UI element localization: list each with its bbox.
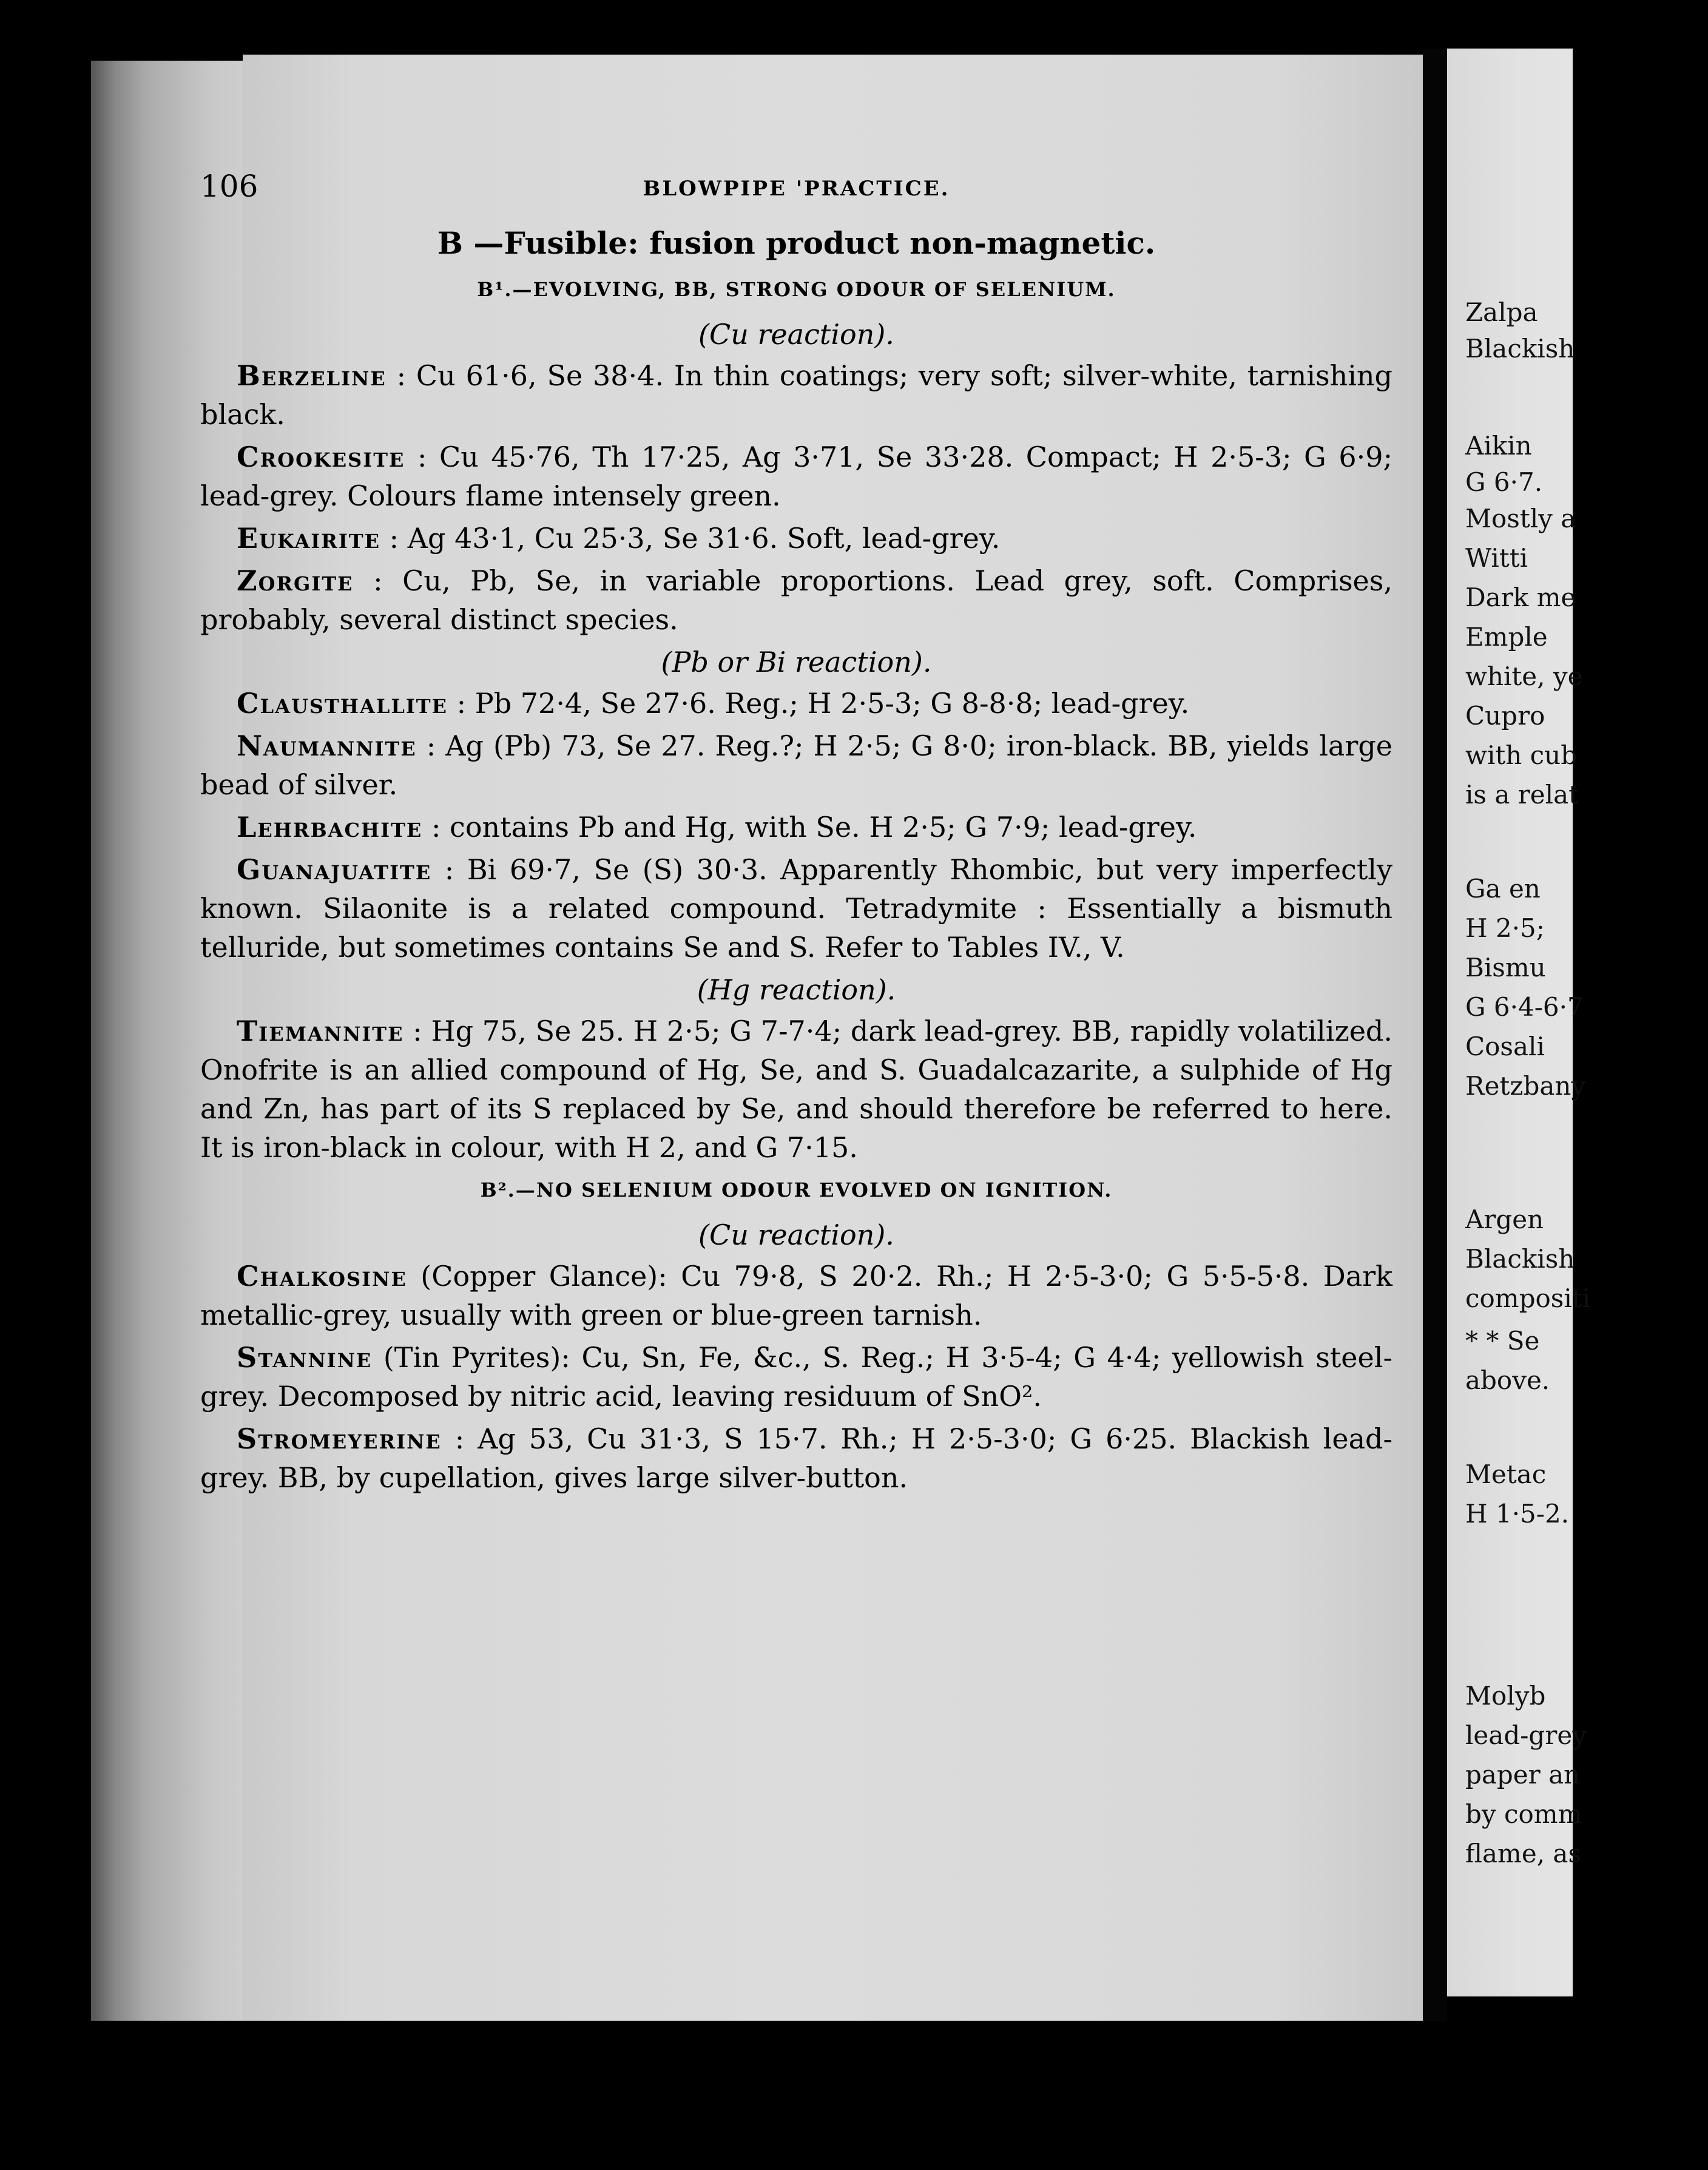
right-page-line: Ga en bbox=[1465, 874, 1541, 904]
right-page-line: Molyb bbox=[1465, 1681, 1546, 1711]
mineral-name: Tiemannite bbox=[237, 1015, 404, 1047]
running-title: BLOWPIPE 'PRACTICE. bbox=[643, 177, 950, 201]
right-page-line: Aikin bbox=[1465, 431, 1532, 461]
right-page-line: G 6·4-6·7 bbox=[1465, 992, 1584, 1022]
right-page-line: Metac bbox=[1465, 1459, 1547, 1489]
mineral-description: : Ag 43·1, Cu 25·3, Se 31·6. Soft, lead-grey. bbox=[389, 522, 1001, 555]
mineral-description: : Hg 75, Se 25. H 2·5; G 7-7·4; dark lead-grey. BB, rapidly volatilized. Onofrite is an allied compound of Hg, Se, and S. Guadalcazarite, a sulphide of Hg and Zn, has part of its S replaced by Se, and should therefore be referred to here. It is iron-black in colour, with H 2, and G 7·15. bbox=[200, 1015, 1392, 1164]
right-page-line: Blackish bbox=[1465, 334, 1575, 363]
mineral-description: : Pb 72·4, Se 27·6. Reg.; H 2·5-3; G 8-8·8; lead-grey. bbox=[456, 687, 1190, 720]
mineral-entry bbox=[200, 356, 1392, 434]
right-page-line: lead-grey bbox=[1465, 1720, 1587, 1750]
mineral-name: Eukairite bbox=[237, 522, 381, 555]
subsection-title: B¹.—EVOLVING, BB, STRONG ODOUR OF SELENIUM. bbox=[477, 278, 1116, 301]
mineral-description: (Tin Pyrites): Cu, Sn, Fe, &c., S. Reg.; H 3·5-4; G 4·4; yellowish steel-grey. Decomposed by nitric acid, leaving residuum of SnO². bbox=[200, 1341, 1392, 1413]
mineral-description: : Ag (Pb) 73, Se 27. Reg.?; H 2·5; G 8·0; iron-black. BB, yields large bead of silver. bbox=[200, 729, 1392, 801]
right-page-line: compositi bbox=[1465, 1283, 1591, 1313]
right-page-line: Bismu bbox=[1465, 953, 1546, 982]
right-page bbox=[1447, 49, 1591, 1996]
reaction-title: (Pb or Bi reaction). bbox=[661, 646, 932, 678]
right-page-line: Cupro bbox=[1465, 701, 1545, 731]
mineral-name: Berzeline bbox=[237, 359, 386, 392]
mineral-name: Zorgite bbox=[237, 564, 354, 597]
right-page-line: Retzbany bbox=[1465, 1071, 1586, 1101]
right-page-line: G 6·7. bbox=[1465, 467, 1543, 497]
left-page-text bbox=[200, 167, 1392, 1501]
mineral-description: : contains Pb and Hg, with Se. H 2·5; G 7·9; lead-grey. bbox=[431, 811, 1197, 843]
right-page-line: H 2·5; bbox=[1465, 913, 1545, 943]
mineral-name: Stromeyerine bbox=[237, 1422, 442, 1455]
right-page-line: Witti bbox=[1465, 543, 1528, 573]
right-page-line: Emple bbox=[1465, 622, 1548, 652]
reaction-title: (Cu reaction). bbox=[698, 1219, 894, 1251]
mineral-name: Crookesite bbox=[237, 441, 405, 473]
right-page-line: is a relat bbox=[1465, 780, 1579, 810]
right-page-line: above. bbox=[1465, 1365, 1550, 1395]
mineral-entry bbox=[200, 684, 1392, 723]
mineral-name: Guanajuatite bbox=[237, 853, 432, 886]
mineral-description: (Copper Glance): Cu 79·8, S 20·2. Rh.; H 2·5-3·0; G 5·5-5·8. Dark metallic-grey, usually with green or blue-green tarnish. bbox=[200, 1260, 1392, 1331]
right-page-line: H 1·5-2. bbox=[1465, 1499, 1570, 1529]
right-page-line: Zalpa bbox=[1465, 297, 1538, 327]
mineral-entry bbox=[200, 1257, 1392, 1334]
mineral-description: : Ag 53, Cu 31·3, S 15·7. Rh.; H 2·5-3·0; G 6·25. Blackish lead-grey. BB, by cupellation, gives large silver-button. bbox=[200, 1422, 1392, 1494]
mineral-name: Lehrbachite bbox=[237, 811, 423, 843]
mineral-entry bbox=[200, 1338, 1392, 1416]
mineral-entry bbox=[200, 438, 1392, 515]
right-page-line: with cub bbox=[1465, 740, 1578, 770]
mineral-entry bbox=[200, 561, 1392, 639]
right-page-line: Dark me bbox=[1465, 583, 1576, 612]
reaction-title: (Cu reaction). bbox=[698, 318, 894, 351]
mineral-description: : Bi 69·7, Se (S) 30·3. Apparently Rhombic, but very imperfectly known. Silaonite is a related compound. Tetradymite : Essentially a bismuth telluride, but sometimes contains Se and S. Refer to Tables IV., V. bbox=[200, 853, 1392, 964]
mineral-entry bbox=[200, 1012, 1392, 1167]
mineral-entry bbox=[200, 808, 1392, 847]
mineral-description: : Cu, Pb, Se, in variable proportions. Lead grey, soft. Comprises, probably, several distinct species. bbox=[200, 564, 1393, 636]
mineral-name: Stannine bbox=[237, 1341, 373, 1374]
subsection-title: B².—NO SELENIUM ODOUR EVOLVED ON IGNITION. bbox=[480, 1178, 1113, 1202]
right-page-line: paper an bbox=[1465, 1760, 1581, 1790]
right-page-line: Argen bbox=[1465, 1205, 1544, 1234]
right-page-line: Mostly a bbox=[1465, 504, 1576, 533]
mineral-entry bbox=[200, 726, 1392, 804]
right-page-line: flame, as bbox=[1465, 1839, 1582, 1868]
mineral-name: Naumannite bbox=[237, 729, 417, 762]
page-number: 106 bbox=[200, 169, 258, 204]
book-gutter bbox=[1423, 49, 1447, 2021]
right-page-line: * * Se bbox=[1465, 1326, 1540, 1356]
mineral-description: : Cu 45·76, Th 17·25, Ag 3·71, Se 33·28. Compact; H 2·5-3; G 6·9; lead-grey. Colours flame intensely green. bbox=[200, 441, 1392, 512]
mineral-entry bbox=[200, 850, 1392, 967]
mineral-name: Clausthallite bbox=[237, 687, 448, 720]
right-page-line: Blackish bbox=[1465, 1244, 1575, 1274]
mineral-name: Chalkosine bbox=[237, 1260, 407, 1293]
section-title: B —Fusible: fusion product non-magnetic. bbox=[437, 225, 1156, 261]
running-head bbox=[200, 167, 1392, 206]
right-page-line: by comm bbox=[1465, 1799, 1582, 1829]
right-page-line: Cosali bbox=[1465, 1032, 1545, 1061]
mineral-description: : Cu 61·6, Se 38·4. In thin coatings; very soft; silver-white, tarnishing black. bbox=[200, 359, 1392, 431]
mineral-entry bbox=[200, 1419, 1392, 1497]
mineral-entry bbox=[200, 519, 1392, 558]
reaction-title: (Hg reaction). bbox=[697, 973, 896, 1006]
right-page-line: white, ye bbox=[1465, 661, 1583, 691]
